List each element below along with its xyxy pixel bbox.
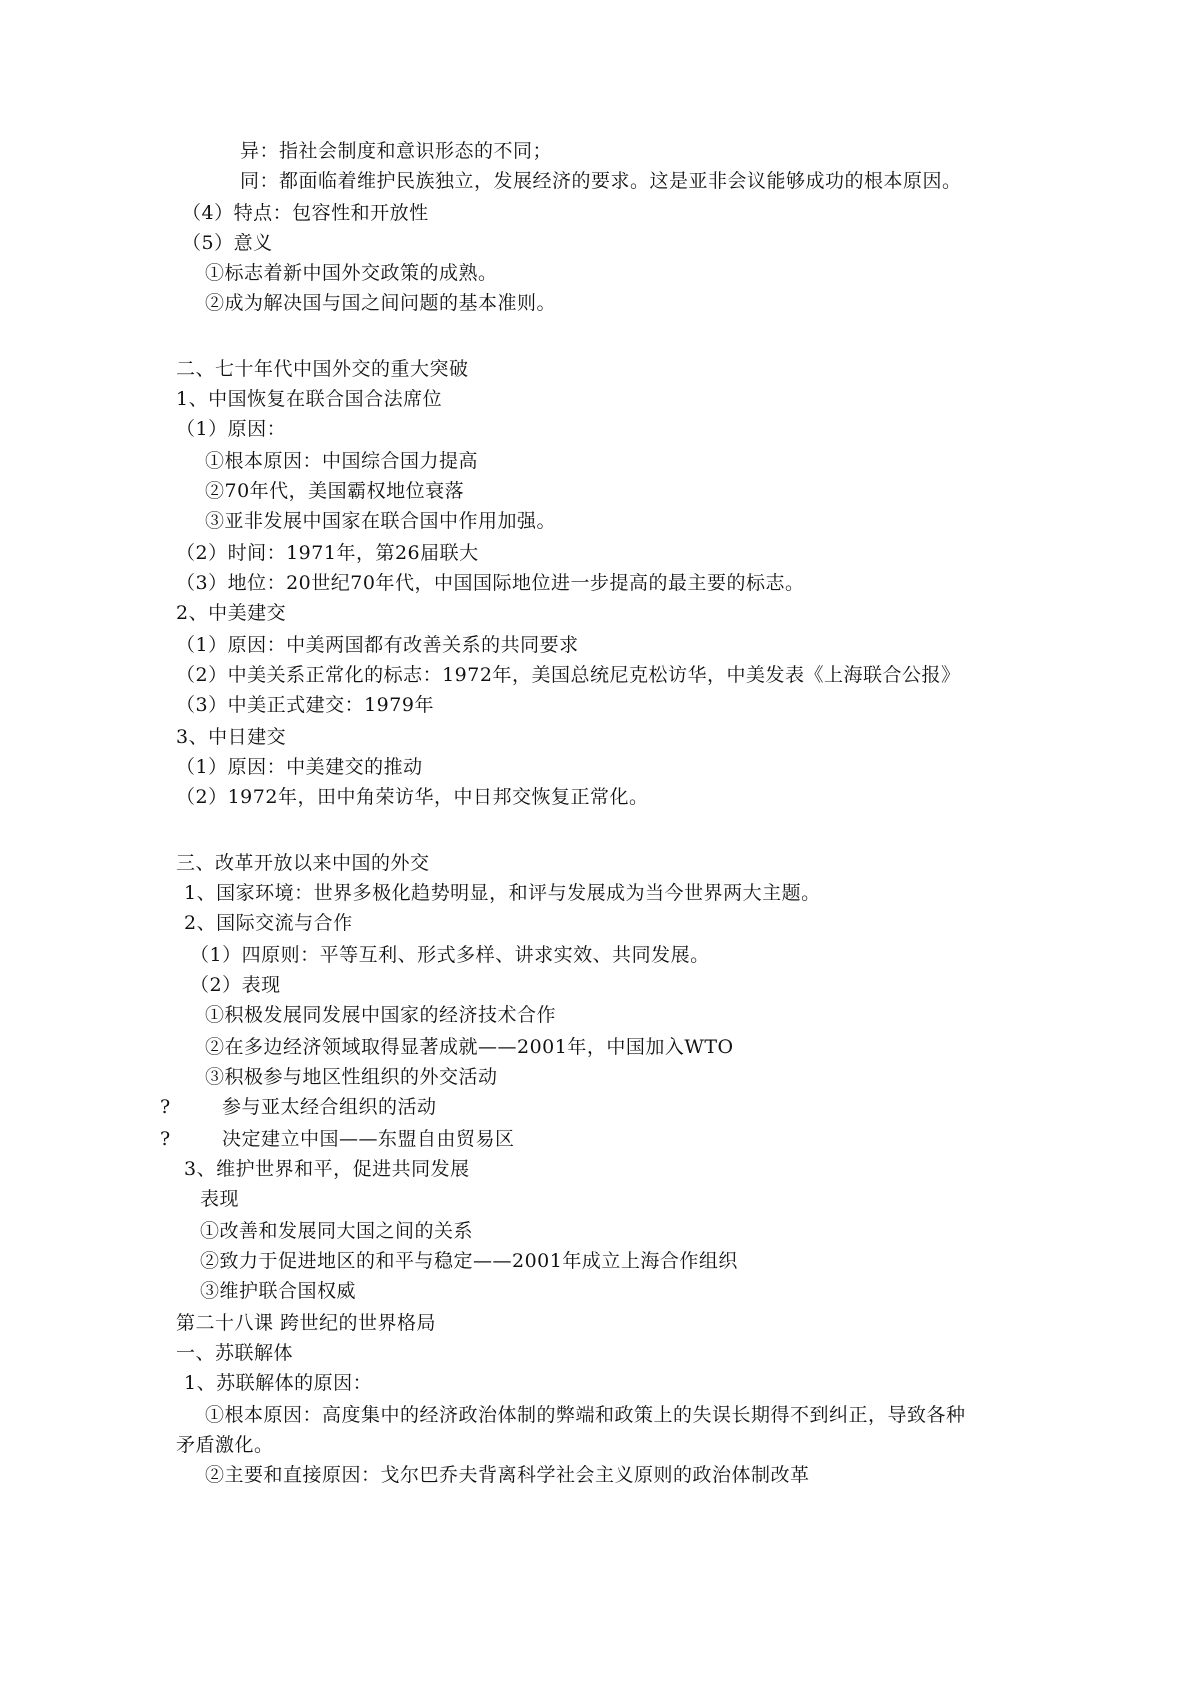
bullet-marker: ? [160, 1128, 171, 1150]
text-line: （3）地位：20世纪70年代，中国国际地位进一步提高的最主要的标志。 [176, 572, 805, 594]
text-line: ①根本原因：高度集中的经济政治体制的弊端和政策上的失误长期得不到纠正，导致各种 [205, 1404, 966, 1426]
text-line: 同：都面临着维护民族独立，发展经济的要求。这是亚非会议能够成功的根本原因。 [240, 170, 962, 192]
text-line: （4）特点：包容性和开放性 [182, 202, 429, 224]
text-line: 决定建立中国——东盟自由贸易区 [222, 1128, 515, 1150]
text-line: 异：指社会制度和意识形态的不同； [240, 140, 553, 162]
text-line: （2）表现 [190, 974, 281, 996]
text-line: （1）原因：中美建交的推动 [176, 756, 423, 778]
text-line: 3、维护世界和平，促进共同发展 [184, 1158, 470, 1180]
text-line: （5）意义 [182, 232, 273, 254]
text-line: ②主要和直接原因：戈尔巴乔夫背离科学社会主义原则的政治体制改革 [205, 1464, 810, 1486]
text-line: ②70年代，美国霸权地位衰落 [205, 480, 465, 502]
text-line: ③积极参与地区性组织的外交活动 [205, 1066, 498, 1088]
text-line: ③维护联合国权威 [200, 1280, 357, 1302]
text-line: （2）1972年，田中角荣访华，中日邦交恢复正常化。 [176, 786, 649, 808]
text-line: ①改善和发展同大国之间的关系 [200, 1220, 474, 1242]
text-line: ③亚非发展中国家在联合国中作用加强。 [205, 510, 557, 532]
text-line: ①根本原因：中国综合国力提高 [205, 450, 479, 472]
section-heading: 二、七十年代中国外交的重大突破 [176, 358, 469, 380]
text-line: 2、国际交流与合作 [184, 912, 353, 934]
text-line: 参与亚太经合组织的活动 [222, 1096, 437, 1118]
text-line: （1）原因：中美两国都有改善关系的共同要求 [176, 634, 579, 656]
text-line: ②在多边经济领域取得显著成就——2001年，中国加入WTO [205, 1036, 734, 1058]
text-line: （2）时间：1971年，第26届联大 [176, 542, 479, 564]
text-line: ②致力于促进地区的和平与稳定——2001年成立上海合作组织 [200, 1250, 738, 1272]
text-line: 2、中美建交 [176, 602, 287, 624]
text-line: 1、中国恢复在联合国合法席位 [176, 388, 443, 410]
text-line: 3、中日建交 [176, 726, 287, 748]
text-line: （1）原因： [176, 418, 287, 440]
text-line: 1、苏联解体的原因： [184, 1372, 373, 1394]
text-line: （2）中美关系正常化的标志：1972年，美国总统尼克松访华，中美发表《上海联合公报》 [176, 664, 961, 686]
text-line: ①积极发展同发展中国家的经济技术合作 [205, 1004, 557, 1026]
text-line: 1、国家环境：世界多极化趋势明显，和评与发展成为当今世界两大主题。 [184, 882, 821, 904]
bullet-marker: ? [160, 1096, 171, 1118]
section-heading: 一、苏联解体 [176, 1342, 294, 1364]
section-heading: 三、改革开放以来中国的外交 [176, 852, 430, 874]
lesson-title: 第二十八课 跨世纪的世界格局 [176, 1312, 437, 1334]
text-line: （3）中美正式建交：1979年 [176, 694, 434, 716]
text-line: ①标志着新中国外交政策的成熟。 [205, 262, 498, 284]
text-line: ②成为解决国与国之间问题的基本准则。 [205, 292, 557, 314]
text-line: 矛盾激化。 [176, 1434, 274, 1456]
text-line: （1）四原则：平等互利、形式多样、讲求实效、共同发展。 [190, 944, 710, 966]
text-line: 表现 [200, 1188, 240, 1210]
